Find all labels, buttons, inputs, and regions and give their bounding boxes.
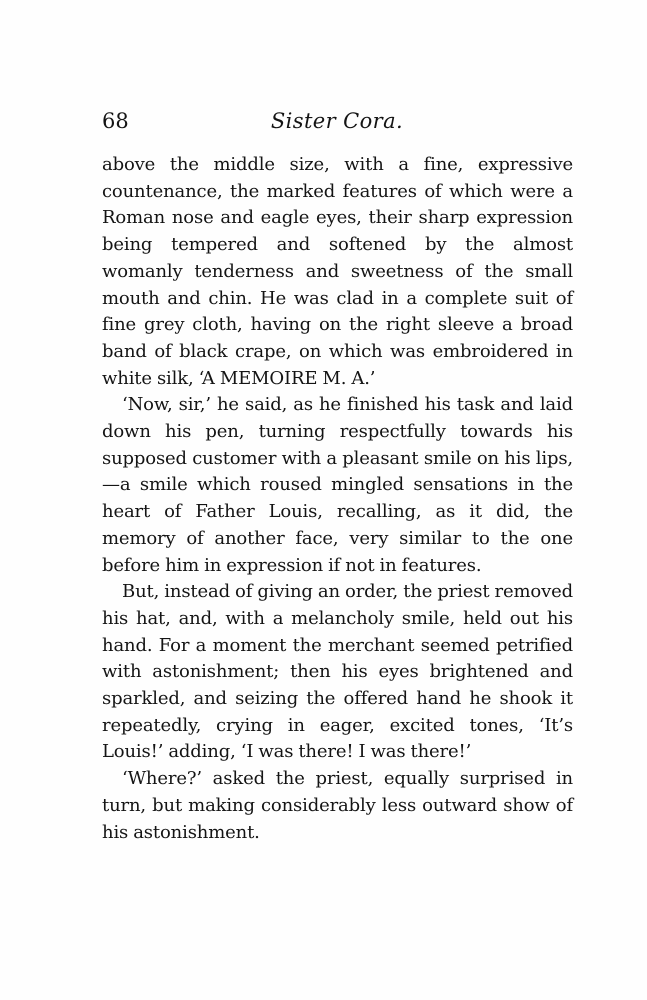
page-number: 68 — [102, 109, 129, 133]
paragraph: ‘Where?’ asked the priest, equally surprised in turn, but making considerably less outward show of his astonishment. — [102, 768, 573, 843]
paragraph-continued: above the middle size, with a fine, expressive countenance, the marked features of which were a Roman nose and eagle eyes, their sharp expression being tempered and softened by the almost womanly tenderness and sweetness of the small mouth and chin. He was clad in a complete suit of fine grey cloth, having on the right sleeve a broad band of black crape, on which was embroidered in white silk, ‘A MEMOIRE M. A.’ — [102, 154, 573, 389]
body-text — [102, 152, 573, 846]
paragraph: ‘Now, sir,’ he said, as he finished his task and laid down his pen, turning respectfully towards his supposed customer with a pleasant smile on his lips,—a smile which roused mingled sensations in the heart of Father Louis, recalling, as it did, the memory of another face, very similar to the one before him in expression if not in features. — [102, 394, 573, 576]
page-header — [102, 104, 572, 138]
paragraph: But, instead of giving an order, the priest removed his hat, and, with a melancholy smile, held out his hand. For a moment the merchant seemed petrified with astonishment; then his eyes brightened and sparkled, and seizing the offered hand he shook it repeatedly, crying in eager, excited tones, ‘It’s Louis!’ adding, ‘I was there! I was there!’ — [102, 581, 573, 763]
running-title: Sister Cora. — [270, 109, 404, 133]
